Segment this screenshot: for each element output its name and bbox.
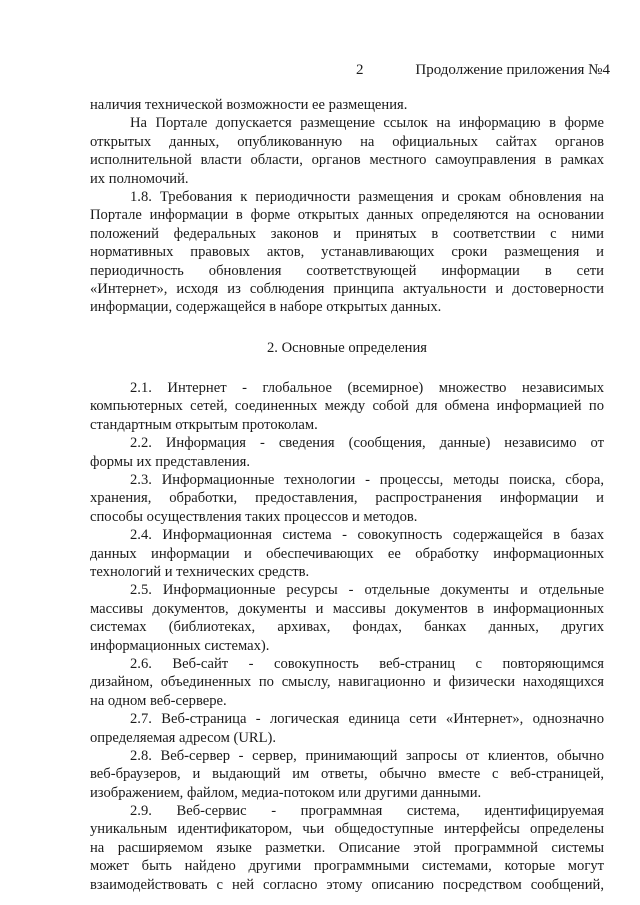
text-line: Портале информации в форме открытых данных определяются на основании [90,207,604,224]
text-line: уникальным идентификатором, чьи общедоступные интерфейсы определены [90,821,604,838]
text-line: исполнительной власти области, органов местного самоуправления в рамках [90,152,604,169]
text-line: 2.1. Интернет - глобальное (всемирное) множество независимых [130,380,604,397]
text-line: 2.9. Веб-сервис - программная система, идентифицируемая [130,803,604,820]
text-line: веб-браузеров, и выдающий им ответы, обычно вместе с веб-страницей, [90,766,604,783]
text-line: «Интернет», исходя из соблюдения принципа актуальности и достоверности [90,280,604,297]
text-line: 2.8. Веб-сервер - сервер, принимающий запросы от клиентов, обычно [130,747,604,764]
text-line: хранения, обработки, предоставления, распространения информации и [90,490,604,507]
appendix-continuation-title: Продолжение приложения №4 [415,62,610,78]
text-line: периодичность обновления соответствующей информации в сети [90,262,604,279]
text-line: 1.8. Требования к периодичности размещения и срокам обновления на [130,188,604,205]
text-line: данных информации и обеспечивающих ее обработку информационных [90,545,604,562]
text-line: способы осуществления таких процессов и методов. [90,508,418,525]
section-spacer [90,357,604,379]
text-line: взаимодействовать с ней согласно этому описанию посредством сообщений, [90,876,604,893]
text-line: информации, содержащейся в наборе открытых данных. [90,299,442,316]
text-line: 2.6. Веб-сайт - совокупность веб-страниц с повторяющимся [130,655,604,672]
section-spacer [90,317,604,339]
text-line: изображением, файлом, медиа-потоком или другими данными. [90,784,482,801]
text-line: может быть найдено другими программными системами, которые могут [90,858,604,875]
text-line: 2.5. Информационные ресурсы - отдельные документы и отдельные [130,582,604,599]
text-line: на расширяемом языке разметки. Описание этой программной системы [90,839,604,856]
text-line: информационных системах). [90,637,270,654]
text-line: формы их представления. [90,453,251,470]
text-line: на одном веб-сервере. [90,692,227,709]
text-line: стандартным открытым протоколам. [90,416,318,433]
page-header [0,62,640,82]
text-line: положений федеральных законов и принятых в соответствии с ними [90,225,604,242]
text-line: наличия технической возможности ее размещения. [90,97,408,113]
page-number: 2 [356,62,364,78]
section-title: 2. Основные определения [266,339,428,356]
text-line: нормативных правовых актов, устанавливающих сроки размещения и [90,244,604,261]
text-line: массивы документов, документы и массивы документов в информационных [90,600,604,617]
text-line: 2.2. Информация - сведения (сообщения, данные) независимо от [130,435,604,452]
text-line: системах (библиотеках, архивах, фондах, банках данных, других [90,619,604,636]
text-line: 2.7. Веб-страница - логическая единица сети «Интернет», однозначно [130,711,604,728]
text-line: определяемая адресом (URL). [90,729,277,746]
text-line: технологий и технических средств. [90,563,310,580]
text-line: 2.4. Информационная система - совокупность содержащейся в базах [130,527,604,544]
document-body [90,96,604,894]
text-line: дизайном, объединенных по смыслу, навигационно и физически находящихся [90,674,604,691]
text-line: их полномочий. [90,170,189,187]
text-line: компьютерных сетей, соединенных между собой для обмена информацией по [90,398,604,415]
text-line: На Портале допускается размещение ссылок на информацию в форме [130,115,604,132]
text-line: 2.3. Информационные технологии - процессы, методы поиска, сбора, [130,472,604,489]
text-line: открытых данных, опубликованную на официальных сайтах органов [90,133,604,150]
